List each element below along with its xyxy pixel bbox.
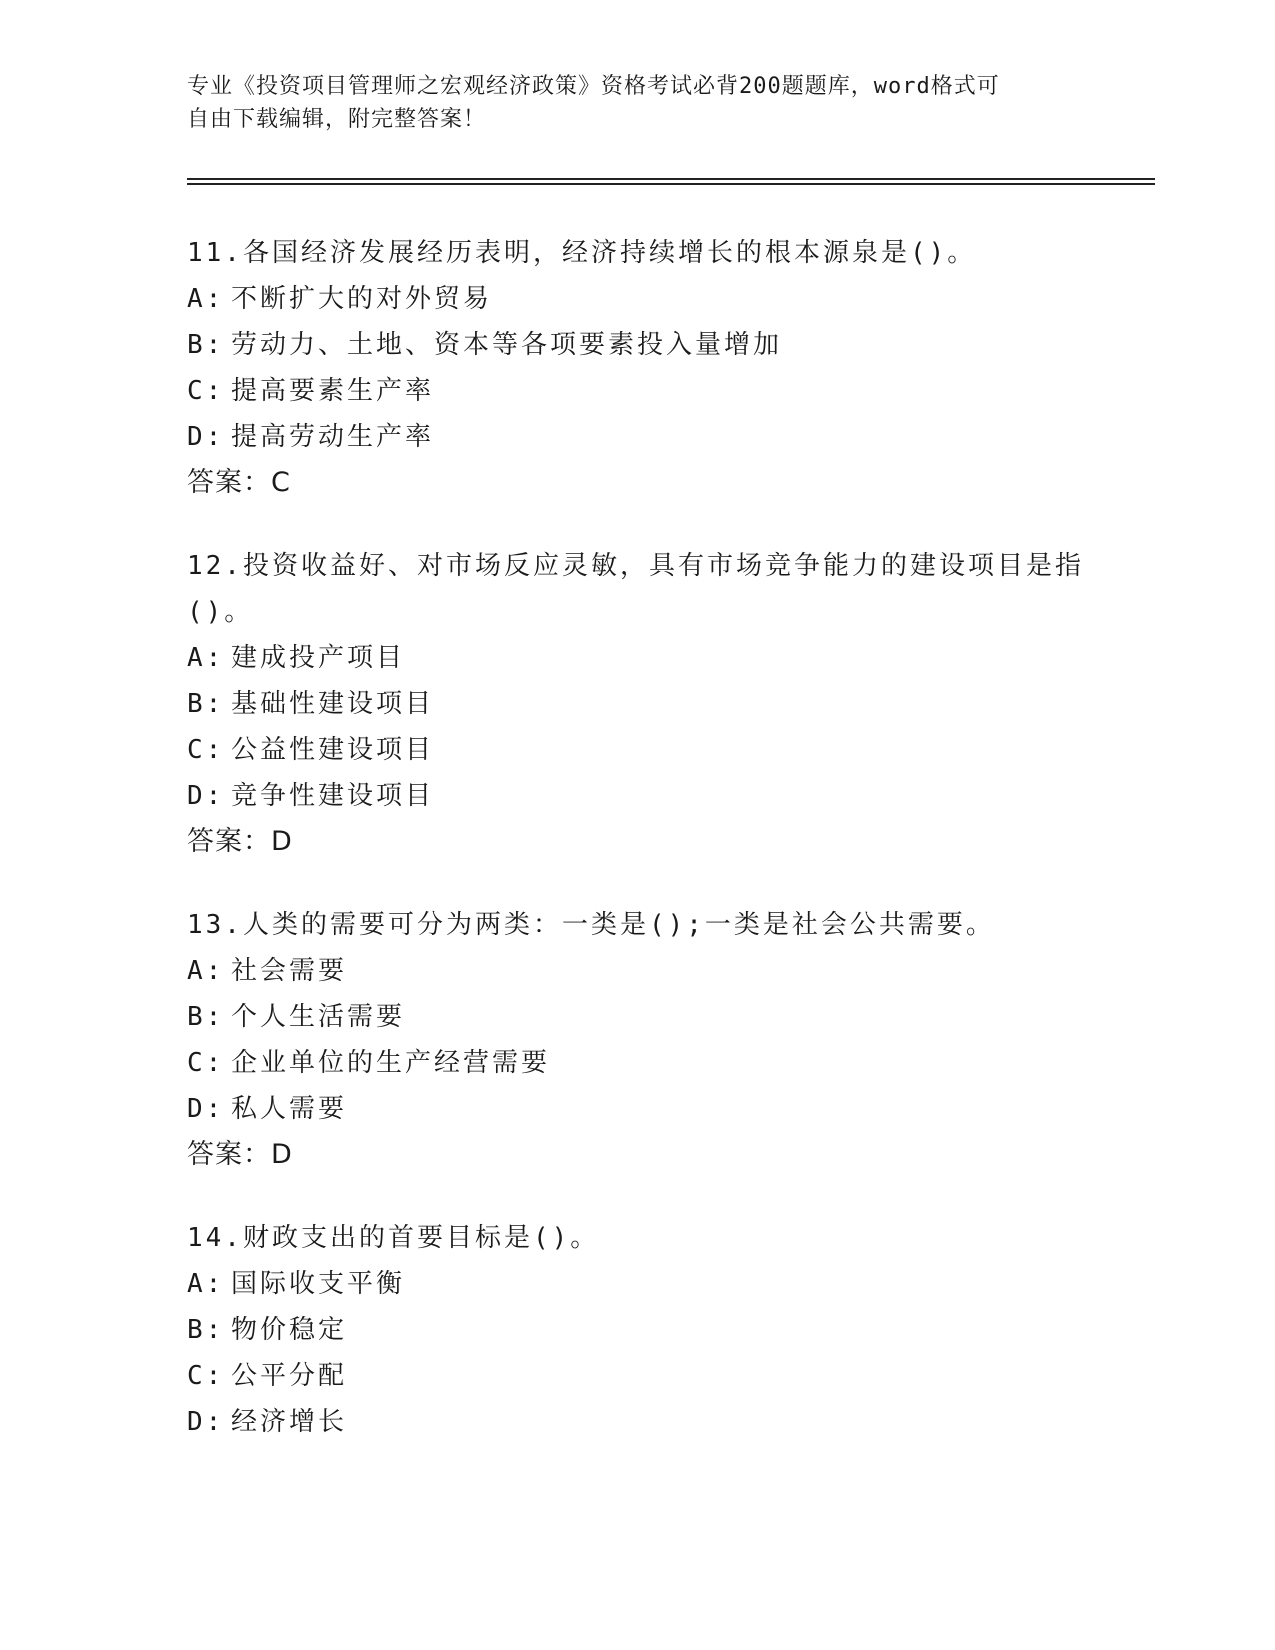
option-text: 建成投产项目 [231,643,406,673]
option-text: 竞争性建设项目 [231,781,435,811]
header-line-1: 专业《投资项目管理师之宏观经济政策》资格考试必背200题题库，word格式可 [187,74,1000,99]
option-d [187,1086,1087,1132]
option-b [187,322,1087,368]
option-label: B: [187,1002,225,1032]
option-c [187,368,1087,414]
option-label: D: [187,1407,225,1437]
header-divider-bottom [187,183,1155,185]
option-text: 提高劳动生产率 [231,422,435,452]
option-text: 公益性建设项目 [231,735,435,765]
option-c [187,1040,1087,1086]
option-text: 基础性建设项目 [231,689,435,719]
option-label: D: [187,422,225,452]
option-d [187,773,1087,819]
option-label: A: [187,284,225,314]
answer-line: 答案：C [187,467,291,498]
option-text: 公平分配 [231,1361,348,1391]
option-label: B: [187,330,225,360]
header-divider-top [187,178,1155,180]
option-text: 经济增长 [231,1407,348,1437]
option-label: C: [187,1048,225,1078]
question-stem: 14.财政支出的首要目标是()。 [187,1223,600,1253]
option-label: A: [187,643,225,673]
option-text: 个人生活需要 [231,1002,406,1032]
option-text: 物价稳定 [231,1315,348,1345]
option-d [187,414,1087,460]
option-text: 劳动力、土地、资本等各项要素投入量增加 [231,330,783,360]
option-c [187,1353,1087,1399]
option-a [187,276,1087,322]
option-text: 提高要素生产率 [231,376,435,406]
option-a [187,948,1087,994]
option-label: A: [187,1269,225,1299]
option-text: 企业单位的生产经营需要 [231,1048,551,1078]
option-label: B: [187,689,225,719]
option-b [187,681,1087,727]
option-label: C: [187,735,225,765]
option-text: 国际收支平衡 [231,1269,406,1299]
option-label: C: [187,1361,225,1391]
option-text: 社会需要 [231,956,348,986]
question-item [187,1215,1087,1445]
option-label: D: [187,781,225,811]
question-stem: 11.各国经济发展经历表明，经济持续增长的根本源泉是()。 [187,238,977,268]
header-line-2: 自由下载编辑，附完整答案！ [187,107,487,132]
question-item [187,543,1087,865]
document-header [187,70,1067,136]
answer-line: 答案：D [187,1139,293,1170]
option-b [187,994,1087,1040]
option-label: A: [187,956,225,986]
option-c [187,727,1087,773]
option-b [187,1307,1087,1353]
option-text: 不断扩大的对外贸易 [231,284,493,314]
question-item [187,230,1087,506]
question-stem: 12.投资收益好、对市场反应灵敏，具有市场竞争能力的建设项目是指()。 [187,551,1084,627]
option-label: C: [187,376,225,406]
option-a [187,1261,1087,1307]
option-label: B: [187,1315,225,1345]
option-label: D: [187,1094,225,1124]
question-stem: 13.人类的需要可分为两类：一类是();一类是社会公共需要。 [187,910,995,940]
question-list [187,230,1087,1482]
answer-line: 答案：D [187,826,293,857]
option-d [187,1399,1087,1445]
option-a [187,635,1087,681]
option-text: 私人需要 [231,1094,348,1124]
question-item [187,902,1087,1178]
